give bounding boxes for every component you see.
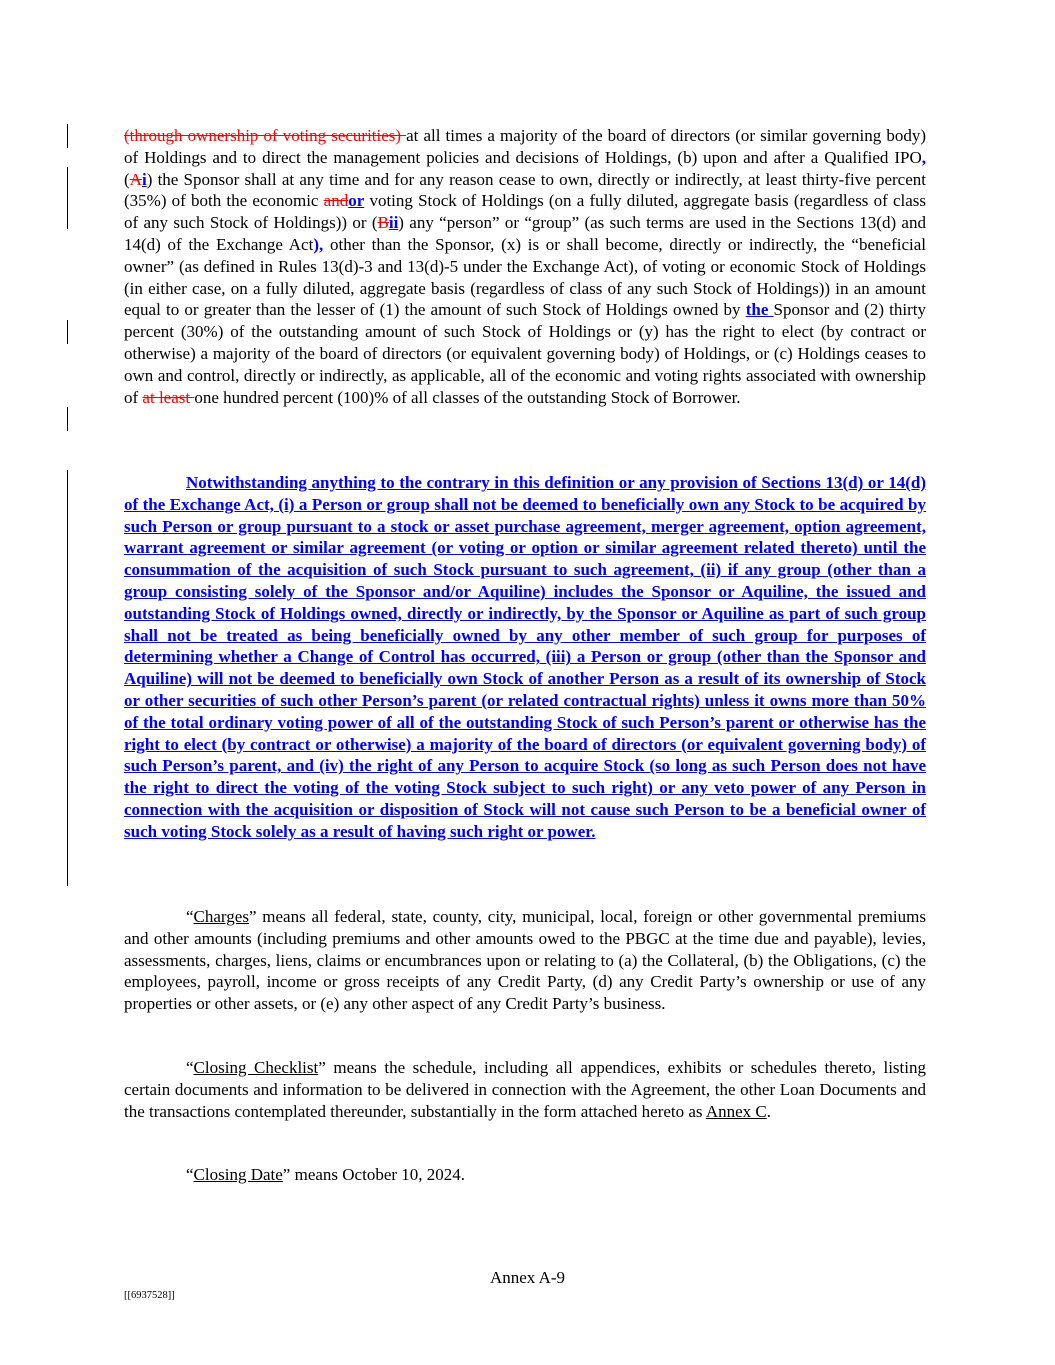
page-footer-label: Annex A-9 (489, 1268, 566, 1287)
inserted-text: ), (313, 234, 324, 254)
defined-term: Closing Checklist (193, 1058, 319, 1077)
body-text: ) any “person” or “group” (as such terms are used in the Sections 13(d) and 14(d) of the Exchange Act (124, 213, 926, 254)
deleted-text: A (129, 169, 142, 189)
change-bar (67, 167, 68, 229)
inserted-text: i (141, 169, 147, 189)
change-of-control-paragraph (124, 125, 926, 408)
deleted-text: B (377, 213, 389, 233)
body-text: other than the Sponsor, (x) is or shall become, directly or indirectly, the “beneficial owner” (as defined in Rules 13(d)-3 and 13(d)-5 under the Exchange Act), of voting or economic Stock of Holdings (in either case, on a fully diluted, aggregate basis (regardless of class of any such Stock of Holdings)) in an amount equal to or greater than the lesser of (1) the amount of such Stock of Holdings owned by (124, 234, 926, 320)
definition-text: ” means all federal, state, county, city, municipal, local, foreign or other governmental premiums and other amounts (including premiums and other amounts owed to the PBGC at the time due and payable), levies, assessments, charges, liens, claims or encumbrances upon or relating to (a) the Collateral, (b) the Obligations, (c) the employees, payroll, income or gross receipts of any Credit Party, (d) any Credit Party’s ownership or use of any properties or other assets, or (e) any other aspect of any Credit Party’s business. (124, 907, 926, 1014)
defined-term: Charges (193, 907, 249, 926)
document-id: [[6937528]] (124, 1290, 175, 1301)
open-quote: “ (186, 907, 194, 926)
deleted-text: (through ownership of voting securities) (124, 126, 407, 145)
change-bar (67, 470, 68, 886)
deleted-text: at least (142, 387, 195, 407)
change-bar (67, 320, 68, 344)
inserted-text: the (745, 300, 774, 320)
inserted-text: , (921, 147, 926, 167)
inserted-paragraph-text: Notwithstanding anything to the contrary in this definition or any provision of Sections 13(d) or 14(d) of the Exchange Act, (i) a Person or group shall not be deemed to beneficially own any Stock to be acquired by such Person or group pursuant to a stock or asset purchase agreement, merger agreement, option agreement, warrant agreement or similar agreement (or voting or option or similar agreement related thereto) until the consummation of the acquisition of such Stock pursuant to such agreement, (ii) if any group (other than a group consisting solely of the Sponsor and/or Aquiline) includes the Sponsor or Aquiline, the issued and outstanding Stock of Holdings owned, directly or indirectly, by the Sponsor or Aquiline as part of such group shall not be treated as being beneficially owned by any other member of such group for purposes of determining whether a Change of Control has occurred, (iii) a Person or group (other than the Sponsor and Aquiline) will not be deemed to beneficially own Stock of another Person as a result of its ownership of Stock or other securities of such other Person’s parent (or related contractual rights) unless it owns more than 50% of the total ordinary voting power of all of the outstanding Stock of such Person’s parent or otherwise has the right to elect (by contract or otherwise) a majority of the board of directors (or equivalent governing body) of such Person’s parent, and (iv) the right of any Person to acquire Stock (so long as such Person does not have the right to direct the voting of the voting Stock subject to such right) or any veto power of any Person in connection with the acquisition or disposition of Stock will not cause such Person to be a beneficial owner of such voting Stock solely as a result of having such right or power. (124, 473, 926, 841)
annex-reference: Annex C (705, 1101, 767, 1121)
body-text: voting Stock of Holdings (on a fully diluted, aggregate basis (regardless of class of any such Stock of Holdings)) or ( (124, 191, 927, 233)
deleted-text: and (323, 191, 349, 211)
open-quote: “ (186, 1165, 194, 1184)
inserted-text: ii (388, 213, 399, 233)
closing-checklist-definition (124, 1057, 926, 1122)
charges-definition (124, 906, 926, 1015)
closing-date-definition (124, 1164, 926, 1186)
body-text: ) the Sponsor shall at any time and for any reason cease to own, directly or indirectly, at least thirty-five percent (35%) of both the economic (124, 169, 926, 211)
change-bar (67, 124, 68, 148)
defined-term: Closing Date (193, 1165, 283, 1184)
definition-text: ” means the schedule, including all appendices, exhibits or schedules thereto, listing certain documents and information to be delivered in connection with the Agreement, the other Loan Documents and the transactions contemplated thereunder, substantially in the form attached hereto as (124, 1058, 926, 1121)
change-bar (67, 407, 68, 431)
notwithstanding-paragraph (124, 472, 926, 843)
body-text: ( (124, 169, 130, 189)
body-text: one hundred percent (100)% of all classes of the outstanding Stock of Borrower. (194, 387, 741, 407)
body-text: at all times a majority of the board of directors (or similar governing body) of Holdings and to direct the management policies and decisions of Holdings, (b) upon and after a Qualified IPO (124, 126, 926, 167)
body-text: Sponsor and (2) thirty percent (30%) of the outstanding amount of such Stock of Holdings or (y) has the right to elect (by contract or otherwise) a majority of the board of directors (or equivalent governing body) of Holdings, or (c) Holdings ceases to own and control, directly or indirectly, as applicable, all of the economic and voting rights associated with ownership of (124, 300, 926, 407)
definition-text: ” means October 10, 2024. (282, 1165, 466, 1184)
open-quote: “ (186, 1058, 194, 1077)
period: . (766, 1101, 772, 1121)
inserted-text: or (348, 191, 365, 211)
